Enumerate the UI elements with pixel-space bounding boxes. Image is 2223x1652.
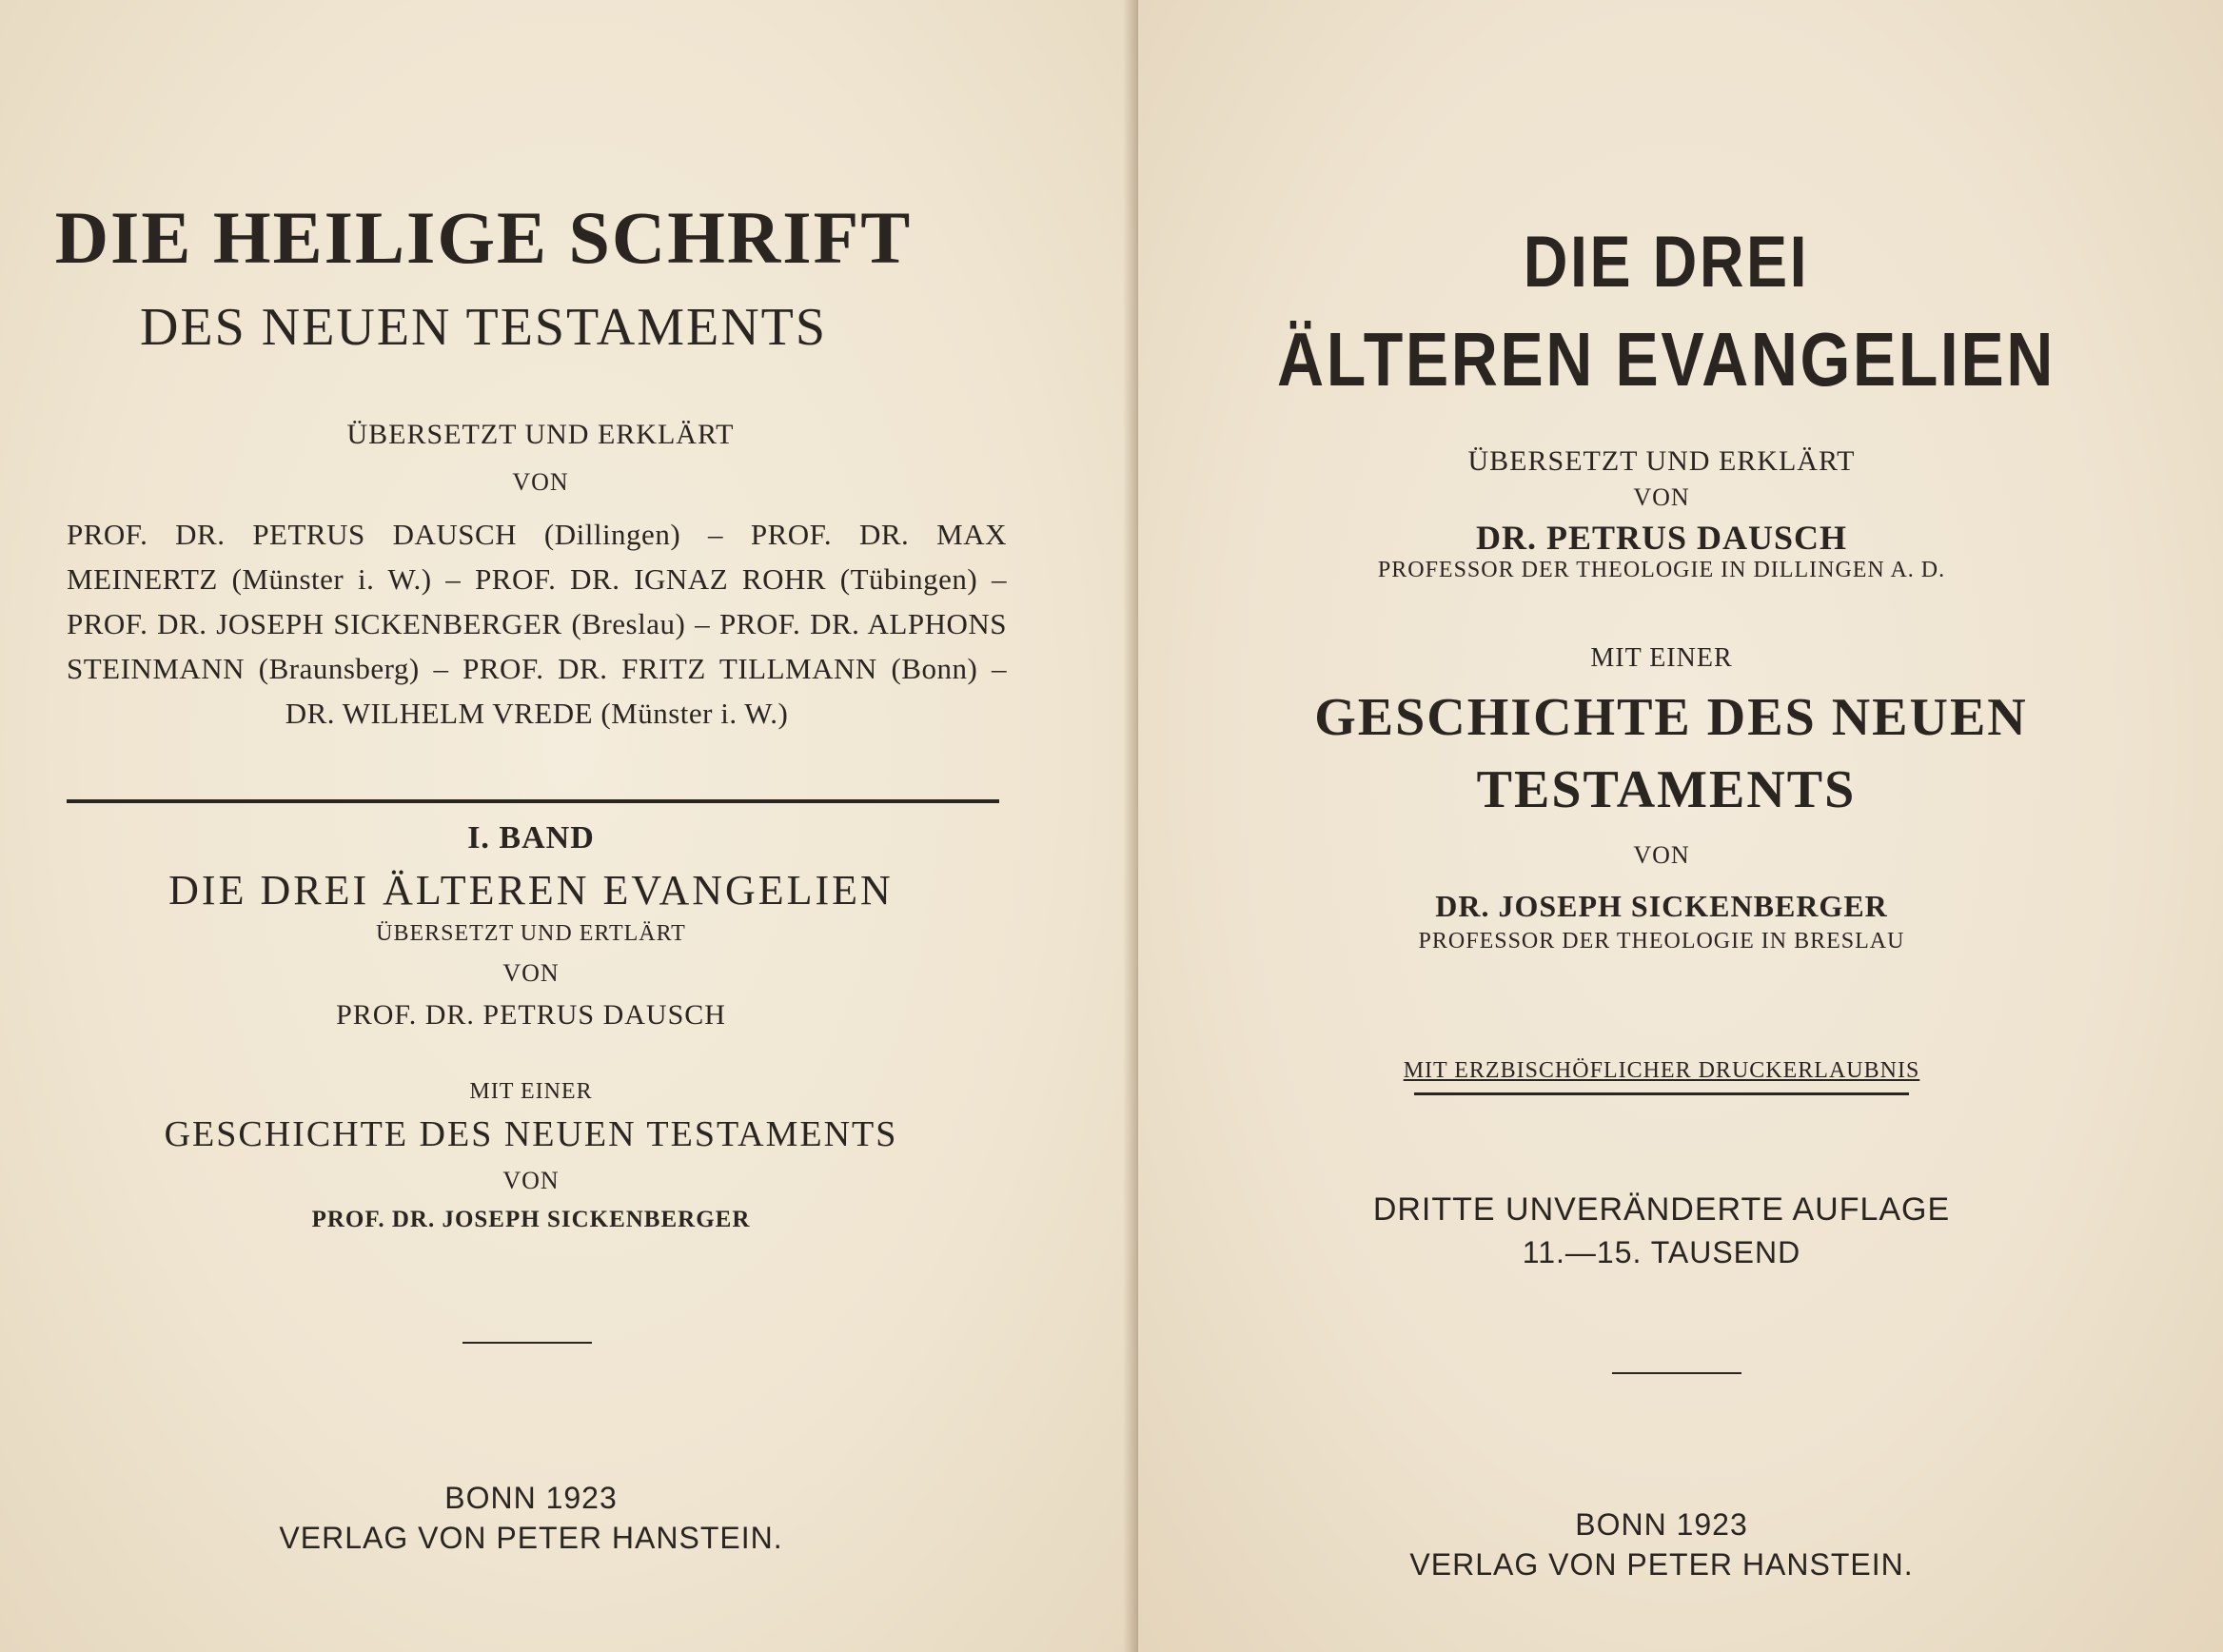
left-von-1: VON bbox=[512, 468, 569, 496]
left-subtitle: DES NEUEN TESTAMENTS bbox=[139, 298, 828, 357]
right-author1: DR. PETRUS DAUSCH bbox=[1475, 519, 1848, 557]
right-author2: DR. JOSEPH SICKENBERGER bbox=[1435, 889, 1888, 923]
right-thousand: 11.—15. TAUSEND bbox=[1522, 1235, 1801, 1269]
left-von-3: VON bbox=[502, 1167, 560, 1194]
left-title: DIE HEILIGE SCHRIFT bbox=[54, 196, 913, 279]
right-geschichte-line2: TESTAMENTS bbox=[1476, 760, 1857, 819]
left-translated: ÜBERSETZT UND ERKLÄRT bbox=[346, 419, 735, 450]
left-geschichte-author: PROF. DR. JOSEPH SICKENBERGER bbox=[311, 1207, 751, 1232]
left-authors-paragraph: PROF. DR. PETRUS DAUSCH (Dillingen) – PROF. DR. MAX MEINERTZ (Münster i. W.) – PROF. DR. IGNAZ ROHR (Tübingen) – PROF. DR. JOSEPH SICKENBERGER (Breslau) – PROF. DR. ALPHONS STEINMANN (Braunsberg) – PROF. DR. FRITZ TILLMANN (Bonn) – DR. WILHELM VREDE (Münster i. W.) bbox=[67, 518, 1007, 730]
left-place-year: BONN 1923 bbox=[444, 1481, 618, 1515]
left-geschichte: GESCHICHTE DES NEUEN TESTAMENTS bbox=[164, 1114, 898, 1154]
right-translated: ÜBERSETZT UND ERKLÄRT bbox=[1467, 445, 1856, 477]
right-place-year: BONN 1923 bbox=[1575, 1507, 1748, 1542]
right-geschichte-line1: GESCHICHTE DES NEUEN bbox=[1314, 688, 2028, 747]
right-imprimatur-rule bbox=[1414, 1092, 1909, 1095]
left-publisher: VERLAG VON PETER HANSTEIN. bbox=[279, 1521, 783, 1555]
left-band-author: PROF. DR. PETRUS DAUSCH bbox=[336, 999, 726, 1031]
right-page bbox=[1138, 0, 2223, 1652]
left-divider-rule bbox=[67, 799, 999, 803]
left-von-2: VON bbox=[502, 959, 560, 987]
left-mit-einer: MIT EINER bbox=[469, 1079, 593, 1104]
right-imprimatur: MIT ERZBISCHÖFLICHER DRUCKERLAUBNIS bbox=[1403, 1058, 1920, 1083]
right-short-rule bbox=[1612, 1372, 1741, 1374]
right-title-line1: DIE DREI bbox=[1523, 222, 1810, 303]
right-publisher: VERLAG VON PETER HANSTEIN. bbox=[1409, 1547, 1914, 1582]
left-short-rule bbox=[462, 1342, 592, 1344]
right-von-2: VON bbox=[1633, 841, 1690, 869]
left-band: I. BAND bbox=[467, 820, 595, 856]
right-edition: DRITTE UNVERÄNDERTE AUFLAGE bbox=[1372, 1191, 1951, 1228]
left-band-title: DIE DREI ÄLTEREN EVANGELIEN bbox=[168, 867, 894, 914]
right-von-1: VON bbox=[1633, 483, 1690, 511]
right-author2-title: PROFESSOR DER THEOLOGIE IN BRESLAU bbox=[1418, 929, 1905, 954]
right-author1-title: PROFESSOR DER THEOLOGIE IN DILLINGEN A. D. bbox=[1377, 558, 1946, 582]
right-title-line2: ÄLTEREN EVANGELIEN bbox=[1277, 317, 2056, 402]
right-mit-einer: MIT EINER bbox=[1590, 643, 1733, 673]
left-band-translated: ÜBERSETZT UND ERTLÄRT bbox=[376, 921, 686, 946]
